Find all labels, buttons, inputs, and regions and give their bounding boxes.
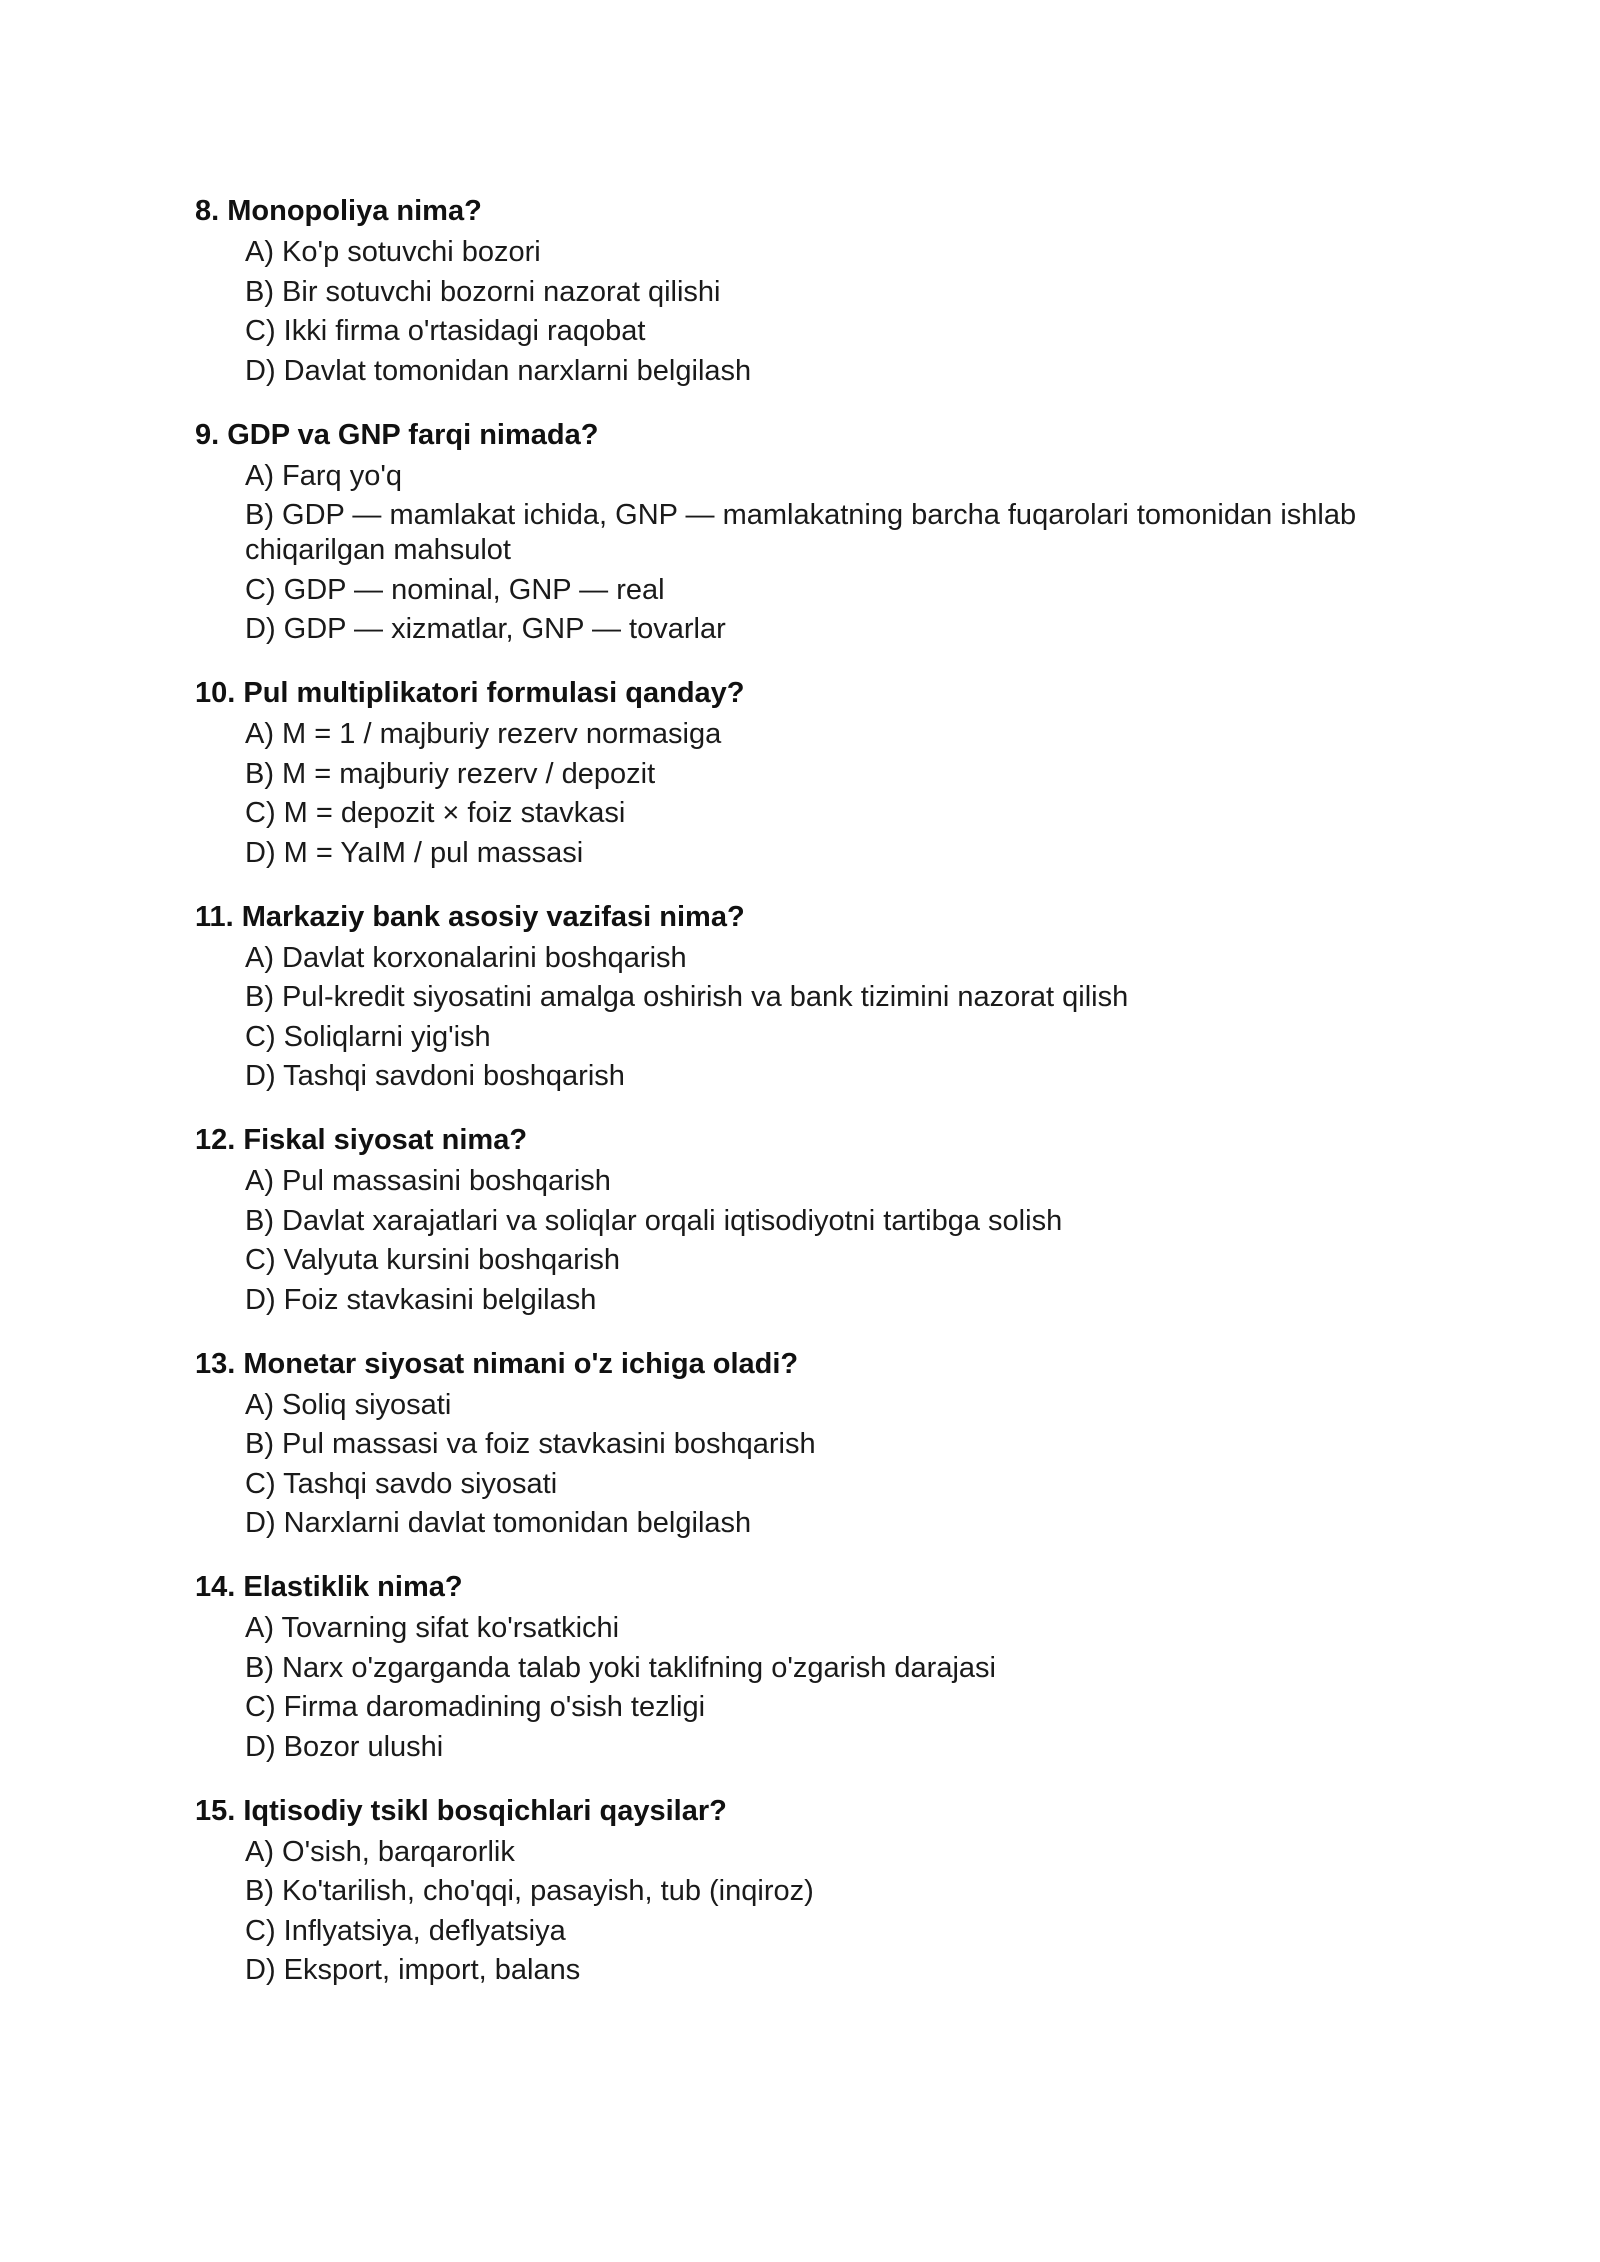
answer-option: C) GDP — nominal, GNP — real — [245, 573, 665, 606]
answer-option: A) Davlat korxonalarini boshqarish — [245, 941, 687, 974]
answer-option: B) Davlat xarajatlari va soliqlar orqali iqtisodiyotni tartibga solish — [245, 1204, 1063, 1237]
question-block — [195, 1567, 1415, 1765]
answer-option: A) Farq yo'q — [245, 459, 403, 492]
question-title: 10. Pul multiplikatori formulasi qanday? — [195, 677, 745, 709]
answer-option: A) O'sish, barqarorlik — [245, 1835, 515, 1868]
answer-option: D) Bozor ulushi — [245, 1730, 444, 1763]
answer-option: C) Soliqlarni yig'ish — [245, 1020, 491, 1053]
answer-option: C) Valyuta kursini boshqarish — [245, 1244, 621, 1276]
question-block — [195, 673, 1415, 871]
answer-option: C) Tashqi savdo siyosati — [245, 1467, 558, 1500]
answer-options — [195, 941, 1415, 1095]
answer-options — [195, 1164, 1415, 1318]
question-title: 11. Markaziy bank asosiy vazifasi nima? — [195, 900, 745, 933]
answer-option: A) Pul massasini boshqarish — [245, 1165, 611, 1197]
question-title: 14. Elastiklik nima? — [195, 1571, 463, 1603]
answer-option: A) Soliq siyosati — [245, 1388, 452, 1421]
answer-option: D) Narxlarni davlat tomonidan belgilash — [245, 1507, 752, 1539]
answer-option: D) M = YaIM / pul massasi — [245, 836, 584, 869]
question-title: 9. GDP va GNP farqi nimada? — [195, 418, 599, 451]
answer-options — [195, 1388, 1415, 1542]
answer-option: C) Ikki firma o'rtasidagi raqobat — [245, 315, 646, 347]
question-list — [195, 191, 1415, 2014]
answer-option: A) Ko'p sotuvchi bozori — [245, 236, 541, 268]
question-block — [195, 1791, 1415, 1989]
answer-option: B) Narx o'zgarganda talab yoki taklifning o'zgarish darajasi — [245, 1651, 996, 1684]
answer-option: D) Eksport, import, balans — [245, 1954, 581, 1986]
answer-option: D) Foiz stavkasini belgilash — [245, 1283, 597, 1316]
question-title: 15. Iqtisodiy tsikl bosqichlari qaysilar? — [195, 1794, 727, 1827]
answer-options — [195, 459, 1415, 648]
answer-option: A) Tovarning sifat ko'rsatkichi — [245, 1612, 620, 1644]
question-block — [195, 191, 1415, 389]
answer-options — [195, 1835, 1415, 1989]
answer-option: C) Firma daromadining o'sish tezligi — [245, 1691, 706, 1723]
question-title: 13. Monetar siyosat nimani o'z ichiga oladi? — [195, 1347, 799, 1380]
answer-option: B) Pul-kredit siyosatini amalga oshirish va bank tizimini nazorat qilish — [245, 981, 1129, 1013]
answer-option: A) M = 1 / majburiy rezerv normasiga — [245, 718, 722, 750]
answer-options — [195, 235, 1415, 389]
answer-option: D) Tashqi savdoni boshqarish — [245, 1060, 625, 1092]
answer-option: B) M = majburiy rezerv / depozit — [245, 757, 656, 790]
answer-option: C) M = depozit × foiz stavkasi — [245, 797, 626, 829]
answer-option: B) GDP — mamlakat ichida, GNP — mamlakatning barcha fuqarolari tomonidan ishlab chiqarilgan mahsulot — [245, 499, 1357, 566]
question-title: 8. Monopoliya nima? — [195, 195, 482, 227]
answer-option: D) Davlat tomonidan narxlarni belgilash — [245, 354, 752, 387]
answer-option: C) Inflyatsiya, deflyatsiya — [245, 1914, 566, 1947]
question-block — [195, 1120, 1415, 1318]
question-block — [195, 897, 1415, 1095]
answer-option: D) GDP — xizmatlar, GNP — tovarlar — [245, 613, 726, 645]
question-title: 12. Fiskal siyosat nima? — [195, 1124, 528, 1156]
answer-options — [195, 1611, 1415, 1765]
answer-option: B) Bir sotuvchi bozorni nazorat qilishi — [245, 275, 721, 308]
answer-options — [195, 717, 1415, 871]
answer-option: B) Pul massasi va foiz stavkasini boshqarish — [245, 1428, 816, 1460]
question-block — [195, 415, 1415, 648]
answer-option: B) Ko'tarilish, cho'qqi, pasayish, tub (inqiroz) — [245, 1875, 814, 1907]
question-block — [195, 1344, 1415, 1542]
